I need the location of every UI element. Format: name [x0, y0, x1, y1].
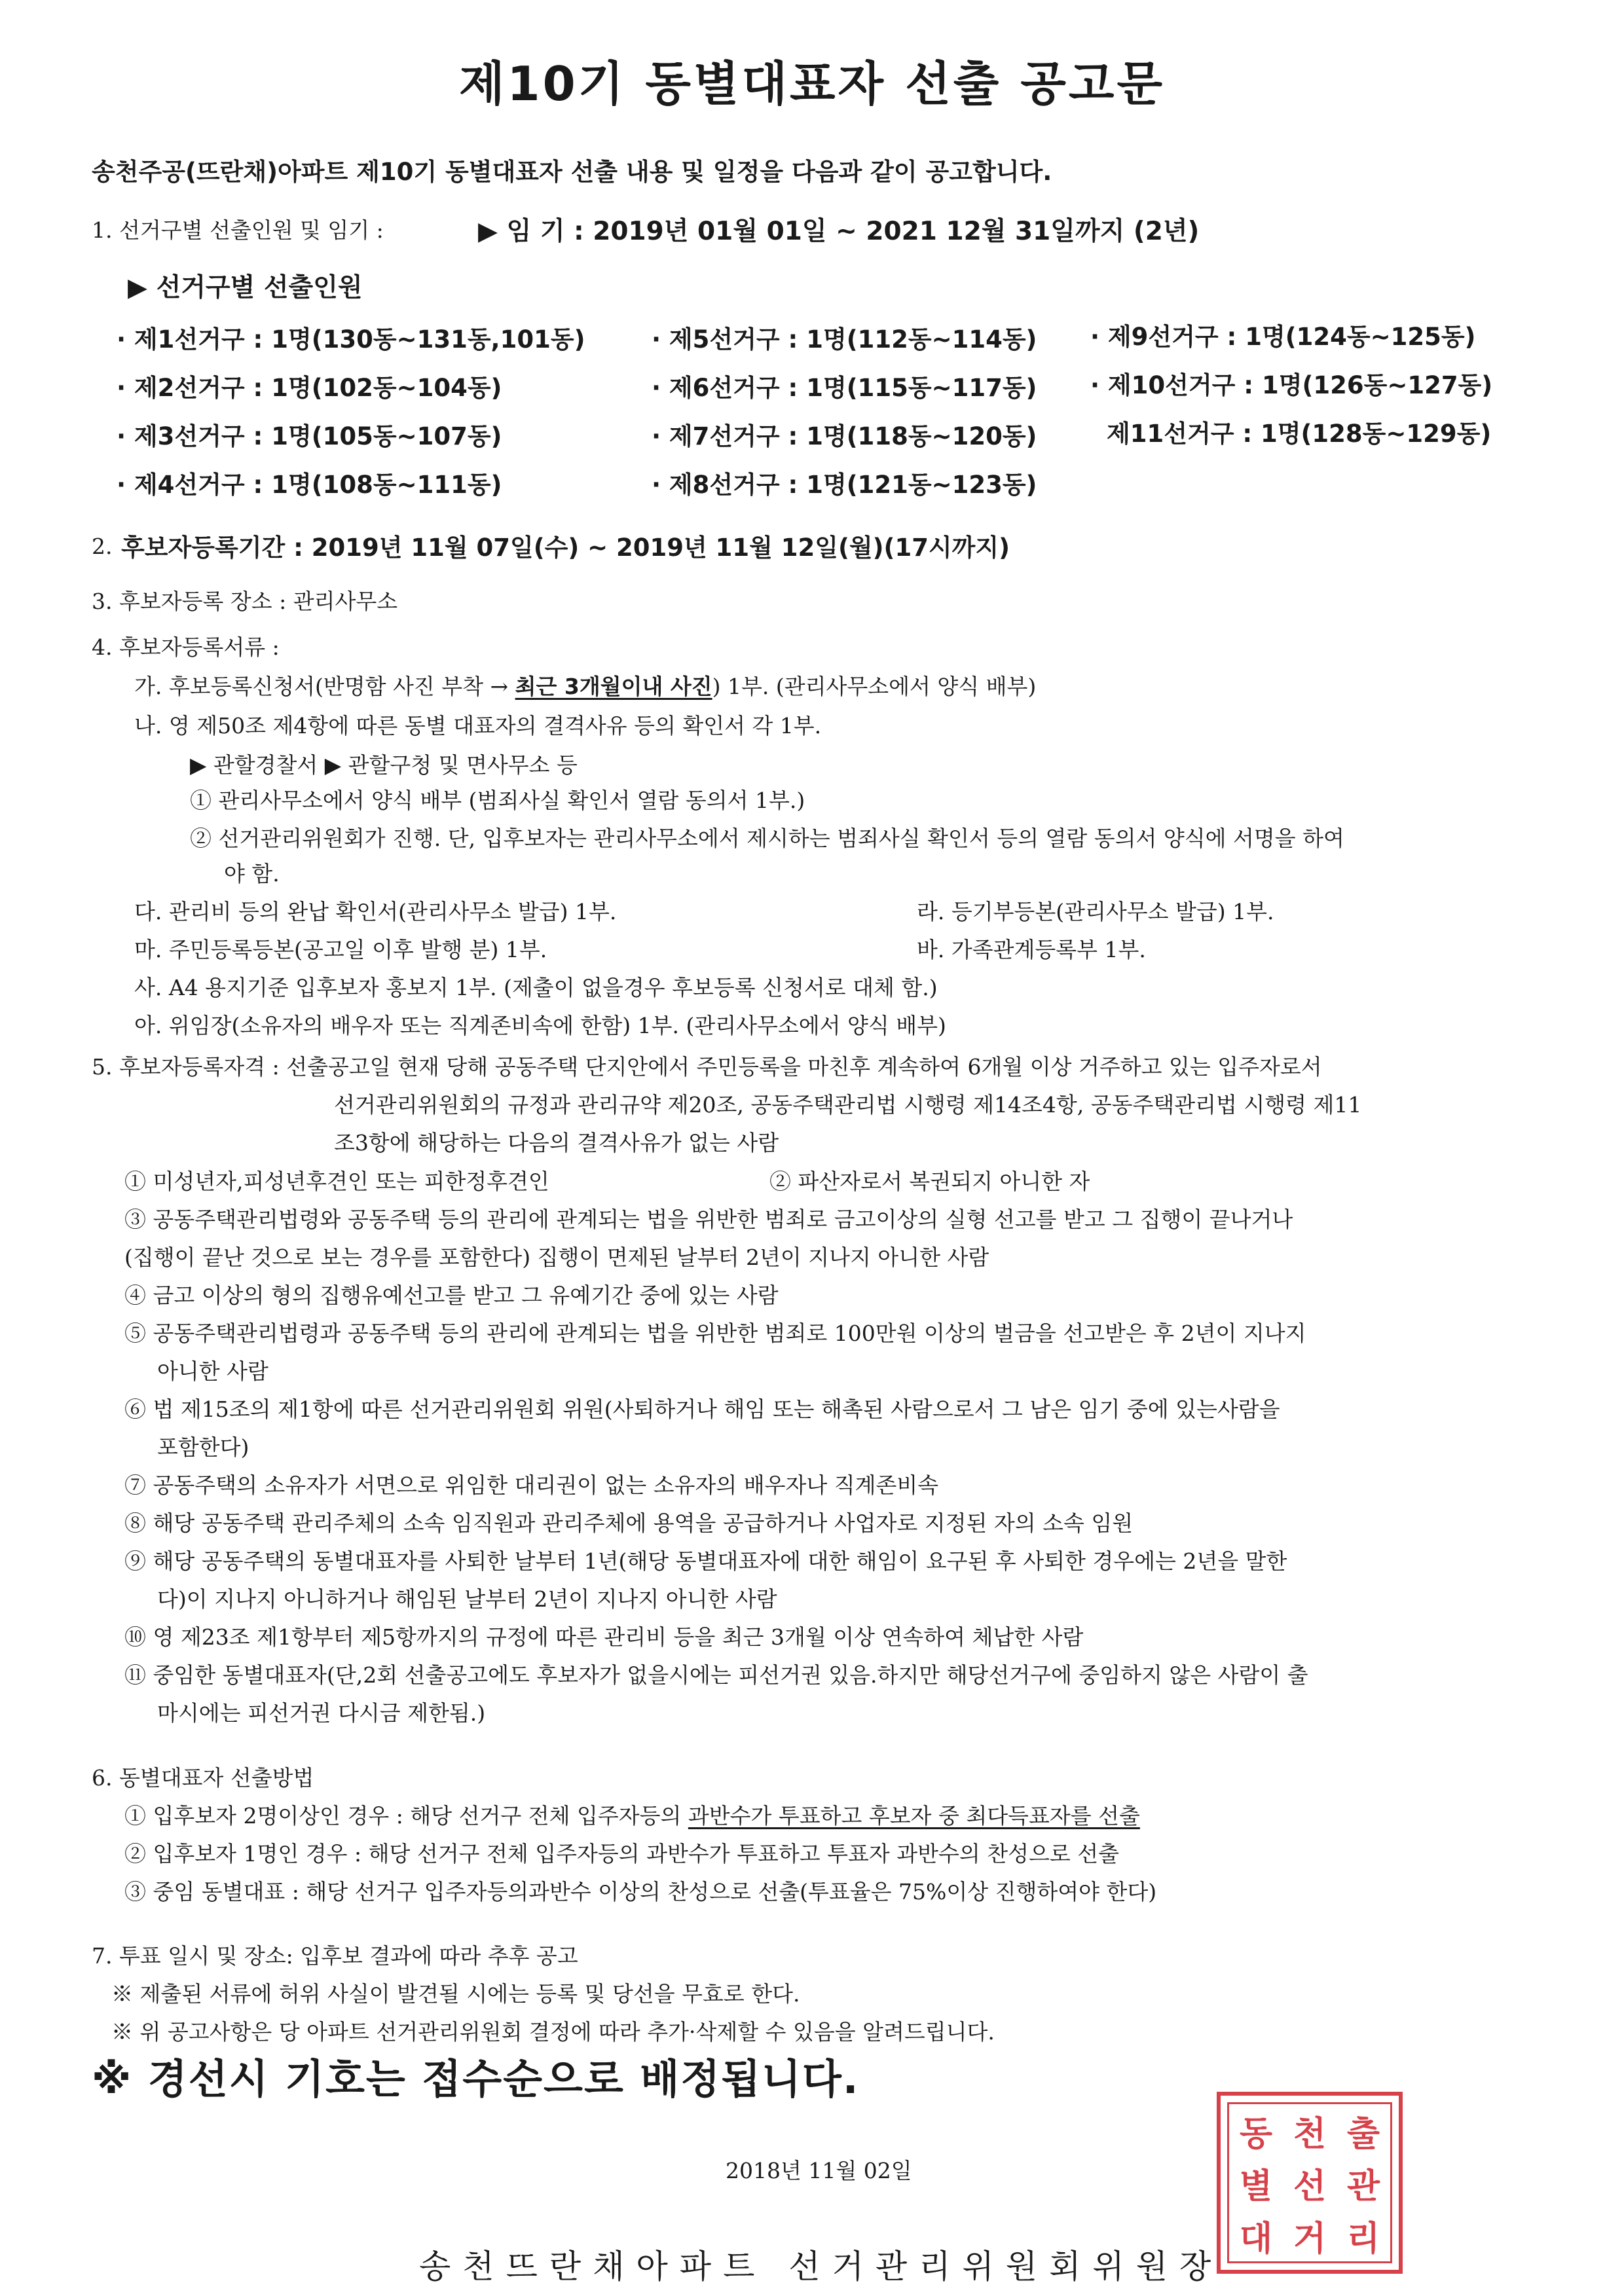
s5-item-7: ⑦ 공동주택의 소유자가 서면으로 위임한 대리권이 없는 소유자의 배우자나 직계존비속	[124, 1472, 939, 1498]
s5-item-4: ④ 금고 이상의 형의 집행유예선고를 받고 그 유예기간 중에 있는 사람	[124, 1283, 779, 1308]
s5-line3: 조3항에 해당하는 다음의 결격사유가 없는 사람	[334, 1130, 779, 1156]
s5-item-11b: 마시에는 피선거권 다시금 제한됨.)	[157, 1700, 486, 1726]
s4-na-2a: ② 선거관리위원회가 진행. 단, 입후보자는 관리사무소에서 제시하는 범죄사실 확인서 등의 열람 동의서 양식에 서명을 하여	[190, 826, 1344, 851]
seal-char: 선	[1293, 2166, 1327, 2206]
official-seal	[1217, 2092, 1403, 2274]
s4-na-1: ① 관리사무소에서 양식 배부 (범죄사실 확인서 열람 동의서 1부.)	[190, 788, 805, 813]
s5-item-6a: ⑥ 법 제15조의 제1항에 따른 선거관리위원회 위원(사퇴하거나 해임 또는 해촉된 사람으로서 그 남은 임기 중에 있는사람을	[124, 1396, 1280, 1422]
district-4: · 제4선거구 : 1명(108동~111동)	[117, 471, 502, 499]
seal-char: 거	[1293, 2218, 1327, 2259]
s5-item-2: ② 파산자로서 복권되지 아니한 자	[769, 1169, 1090, 1194]
s4-a: 아. 위임장(소유자의 배우자 또는 직계존비속에 한함) 1부. (관리사무소에서 양식 배부)	[134, 1013, 946, 1038]
s4-ga-c: ) 1부. (관리사무소에서 양식 배부)	[712, 674, 1037, 699]
s5-item-5b: 아니한 사람	[157, 1358, 268, 1384]
seal-char: 출	[1346, 2113, 1380, 2154]
s5-item-5a: ⑤ 공동주택관리법령과 공동주택 등의 관리에 관계되는 법을 위반한 범죄로 100만원 이상의 벌금을 선고받은 후 2년이 지나지	[124, 1321, 1306, 1346]
s5-item-6b: 포함한다)	[157, 1434, 249, 1460]
district-5: · 제5선거구 : 1명(112동~114동)	[652, 325, 1037, 354]
s4-ba: 바. 가족관계등록부 1부.	[917, 937, 1146, 962]
s4-label: 4. 후보자등록서류 :	[92, 634, 280, 660]
s7-note-1: ※ 제출된 서류에 허위 사실이 발견될 시에는 등록 및 당선을 무효로 한다.	[111, 1981, 800, 2007]
official-seal-chars	[1227, 2102, 1392, 2263]
district-8: · 제8선거구 : 1명(121동~123동)	[652, 471, 1037, 499]
s3-text: 3. 후보자등록 장소 : 관리사무소	[92, 589, 398, 614]
district-7: · 제7선거구 : 1명(118동~120동)	[652, 422, 1037, 450]
s7-note-2: ※ 위 공고사항은 당 아파트 선거관리위원회 결정에 따라 추가·삭제할 수 있음을 알려드립니다.	[111, 2019, 995, 2045]
seal-char: 동	[1239, 2113, 1273, 2154]
s6-method-1-highlight: 과반수가 투표하고 후보자 중 최다득표자를 선출	[688, 1803, 1140, 1829]
s4-ra: 라. 등기부등본(관리사무소 발급) 1부.	[917, 899, 1274, 924]
s5-item-10: ⑩ 영 제23조 제1항부터 제5항까지의 규정에 따른 관리비 등을 최근 3개월 이상 연속하여 체납한 사람	[124, 1624, 1084, 1650]
s5-item-3a: ③ 공동주택관리법령와 공동주택 등의 관리에 관계되는 법을 위반한 범죄로 금고이상의 실형 선고를 받고 그 집행이 끝나거나	[124, 1207, 1293, 1232]
issue-date: 2018년 11월 02일	[726, 2158, 912, 2183]
intro-text: 송천주공(뜨란채)아파트 제10기 동별대표자 선출 내용 및 일정을 다음과 같이 공고합니다.	[92, 158, 1052, 186]
district-9: · 제9선거구 : 1명(124동~125동)	[1090, 323, 1476, 351]
signature-line: 송천뜨란채아파트 선거관리위원회위원장	[419, 2248, 1223, 2286]
s5-item-8: ⑧ 해당 공동주택 관리주체의 소속 임직원과 관리주체에 용역을 공급하거나 사업자로 지정된 자의 소속 임원	[124, 1510, 1134, 1536]
s4-ga	[134, 670, 1036, 701]
seal-char: 리	[1346, 2218, 1380, 2259]
notice-text: ※ 경선시 기호는 접수순으로 배정됩니다.	[92, 2055, 860, 2103]
s5-item-11a: ⑪ 중임한 동별대표자(단,2회 선출공고에도 후보자가 없을시에는 피선거권 있음.하지만 해당선거구에 중임하지 않은 사람이 출	[124, 1662, 1308, 1688]
s5-item-1: ① 미성년자,피성년후견인 또는 피한정후견인	[124, 1169, 549, 1194]
s6-method-2: ② 입후보자 1명인 경우 : 해당 선거구 전체 입주자등의 과반수가 투표하고 투표자 과반수의 찬성으로 선출	[124, 1841, 1119, 1867]
district-11: 제11선거구 : 1명(128동~129동)	[1107, 420, 1492, 448]
s1-districts-heading: ▶ 선거구별 선출인원	[128, 273, 363, 302]
s4-sa: 사. A4 용지기준 입후보자 홍보지 1부. (제출이 없을경우 후보등록 신청서로 대체 함.)	[134, 975, 938, 1000]
s6-method-1a: ① 입후보자 2명이상인 경우 : 해당 선거구 전체 입주자등의	[124, 1803, 688, 1829]
district-10: · 제10선거구 : 1명(126동~127동)	[1090, 371, 1493, 399]
s4-na: 나. 영 제50조 제4항에 따른 동별 대표자의 결격사유 등의 확인서 각 1부.	[134, 713, 822, 738]
s6-label: 6. 동별대표자 선출방법	[92, 1765, 314, 1791]
district-2: · 제2선거구 : 1명(102동~104동)	[117, 374, 502, 402]
district-3: · 제3선거구 : 1명(105동~107동)	[117, 422, 502, 450]
seal-char: 별	[1239, 2166, 1273, 2206]
s5-line2: 선거관리위원회의 규정과 관리규약 제20조, 공동주택관리법 시행령 제14조4항, 공동주택관리법 시행령 제11	[334, 1092, 1362, 1118]
s5-item-9a: ⑨ 해당 공동주택의 동별대표자를 사퇴한 날부터 1년(해당 동별대표자에 대한 해임이 요구된 후 사퇴한 경우에는 2년을 말한	[124, 1548, 1287, 1574]
seal-char: 대	[1239, 2218, 1273, 2259]
seal-char: 관	[1346, 2166, 1380, 2206]
s4-na-2b: 야 함.	[224, 861, 280, 886]
s7-label: 7. 투표 일시 및 장소: 입후보 결과에 따라 추후 공고	[92, 1943, 578, 1969]
seal-char: 천	[1293, 2113, 1327, 2154]
s1-term: ▶ 임 기 : 2019년 01월 01일 ~ 2021 12월 31일까지 (2년)	[478, 217, 1200, 246]
s4-ga-highlight: 최근 3개월이내 사진	[515, 674, 712, 699]
s5-line1: 5. 후보자등록자격 : 선출공고일 현재 당해 공동주택 단지안에서 주민등록을 마친후 계속하여 6개월 이상 거주하고 있는 입주자로서	[92, 1054, 1322, 1080]
s2-num: 2.	[92, 534, 113, 559]
s4-ga-a: 가. 후보등록신청서(반명함 사진 부착 →	[134, 674, 515, 699]
district-6: · 제6선거구 : 1명(115동~117동)	[652, 374, 1037, 402]
s4-na-sub: ▶ 관할경찰서 ▶ 관할구청 및 면사무소 등	[190, 752, 578, 778]
s6-method-3: ③ 중임 동별대표 : 해당 선거구 입주자등의과반수 이상의 찬성으로 선출(투표율은 75%이상 진행하여야 한다)	[124, 1879, 1157, 1904]
s1-label: 1. 선거구별 선출인원 및 임기 :	[92, 217, 384, 243]
s4-ma: 마. 주민등록등본(공고일 이후 발행 분) 1부.	[134, 937, 547, 962]
s2-text: 후보자등록기간 : 2019년 11월 07일(수) ~ 2019년 11월 12일(월)(17시까지)	[121, 534, 1010, 562]
district-1: · 제1선거구 : 1명(130동~131동,101동)	[117, 325, 585, 354]
s4-da: 다. 관리비 등의 완납 확인서(관리사무소 발급) 1부.	[134, 899, 617, 924]
page-title: 제10기 동별대표자 선출 공고문	[458, 56, 1166, 111]
s5-item-3b: (집행이 끝난 것으로 보는 경우를 포함한다) 집행이 면제된 날부터 2년이 지나지 아니한 사람	[124, 1245, 989, 1270]
s6-method-1	[124, 1799, 1140, 1830]
s5-item-9b: 다)이 지나지 아니하거나 해임된 날부터 2년이 지나지 아니한 사람	[157, 1586, 777, 1612]
